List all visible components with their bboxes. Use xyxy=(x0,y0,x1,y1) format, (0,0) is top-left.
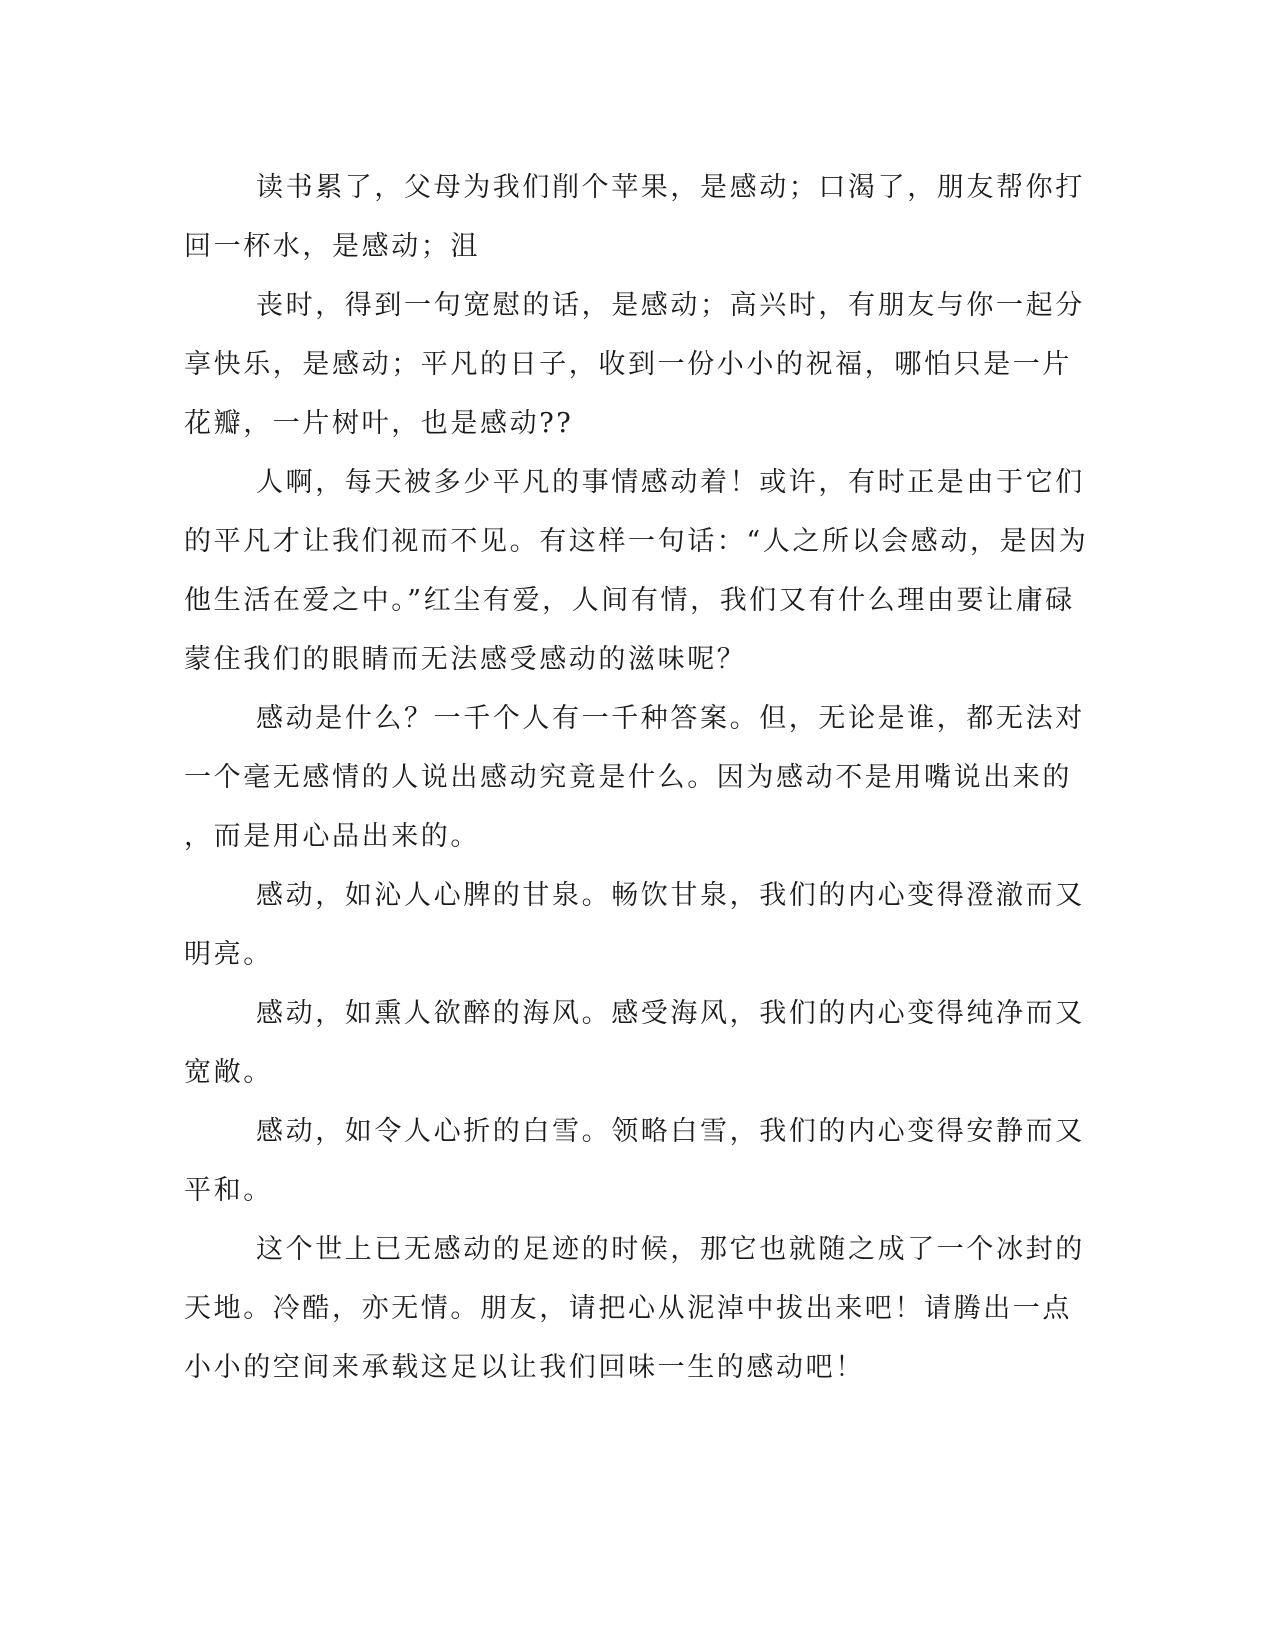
text-line: 一个毫无感情的人说出感动究竟是什么。因为感动不是用嘴说出来的 xyxy=(184,762,1072,793)
text-line: 感动是什么？一千个人有一千种答案。但，无论是谁，都无法对 xyxy=(256,703,1085,734)
paragraph xyxy=(184,984,1085,1102)
text-line: 享快乐，是感动；平凡的日子，收到一份小小的祝福，哪怕只是一片 xyxy=(184,349,1072,380)
text-line: 花瓣，一片树叶，也是感动?? xyxy=(184,408,574,439)
text-line: 小小的空间来承载这足以让我们回味一生的感动吧！ xyxy=(184,1352,865,1383)
paragraph xyxy=(184,1102,1085,1220)
paragraph xyxy=(184,158,1085,276)
paragraph xyxy=(184,453,1089,689)
text-line: 天地。冷酷，亦无情。朋友，请把心从泥淖中拔出来吧！请腾出一点 xyxy=(184,1293,1072,1324)
text-line: 人啊，每天被多少平凡的事情感动着！或许，有时正是由于它们 xyxy=(256,467,1085,498)
paragraph xyxy=(184,689,1085,866)
text-line: 这个世上已无感动的足迹的时候，那它也就随之成了一个冰封的 xyxy=(256,1234,1085,1265)
text-line: 的平凡才让我们视而不见。有这样一句话：“人之所以会感动，是因为 xyxy=(184,526,1089,557)
text-line: 蒙住我们的眼睛而无法感受感动的滋味呢？ xyxy=(184,644,747,675)
text-line: 回一杯水，是感动；沮 xyxy=(184,231,480,262)
text-line: 丧时，得到一句宽慰的话，是感动；高兴时，有朋友与你一起分 xyxy=(256,290,1085,321)
text-line: 感动，如沁人心脾的甘泉。畅饮甘泉，我们的内心变得澄澈而又 xyxy=(256,880,1085,911)
text-line: 宽敞。 xyxy=(184,1057,273,1088)
paragraph xyxy=(184,276,1085,453)
text-line: 感动，如熏人欲醉的海风。感受海风，我们的内心变得纯净而又 xyxy=(256,998,1085,1029)
paragraph xyxy=(184,866,1085,984)
text-line: 他生活在爱之中。”红尘有爱，人间有情，我们又有什么理由要让庸碌 xyxy=(184,585,1075,616)
text-line: 读书累了，父母为我们削个苹果，是感动；口渴了，朋友帮你打 xyxy=(256,172,1085,203)
text-line: ，而是用心品出来的。 xyxy=(184,821,480,852)
paragraph xyxy=(184,1220,1085,1397)
text-line: 平和。 xyxy=(184,1175,273,1206)
text-line: 感动，如令人心折的白雪。领略白雪，我们的内心变得安静而又 xyxy=(256,1116,1085,1147)
document-body xyxy=(184,158,1089,1397)
text-line: 明亮。 xyxy=(184,939,273,970)
